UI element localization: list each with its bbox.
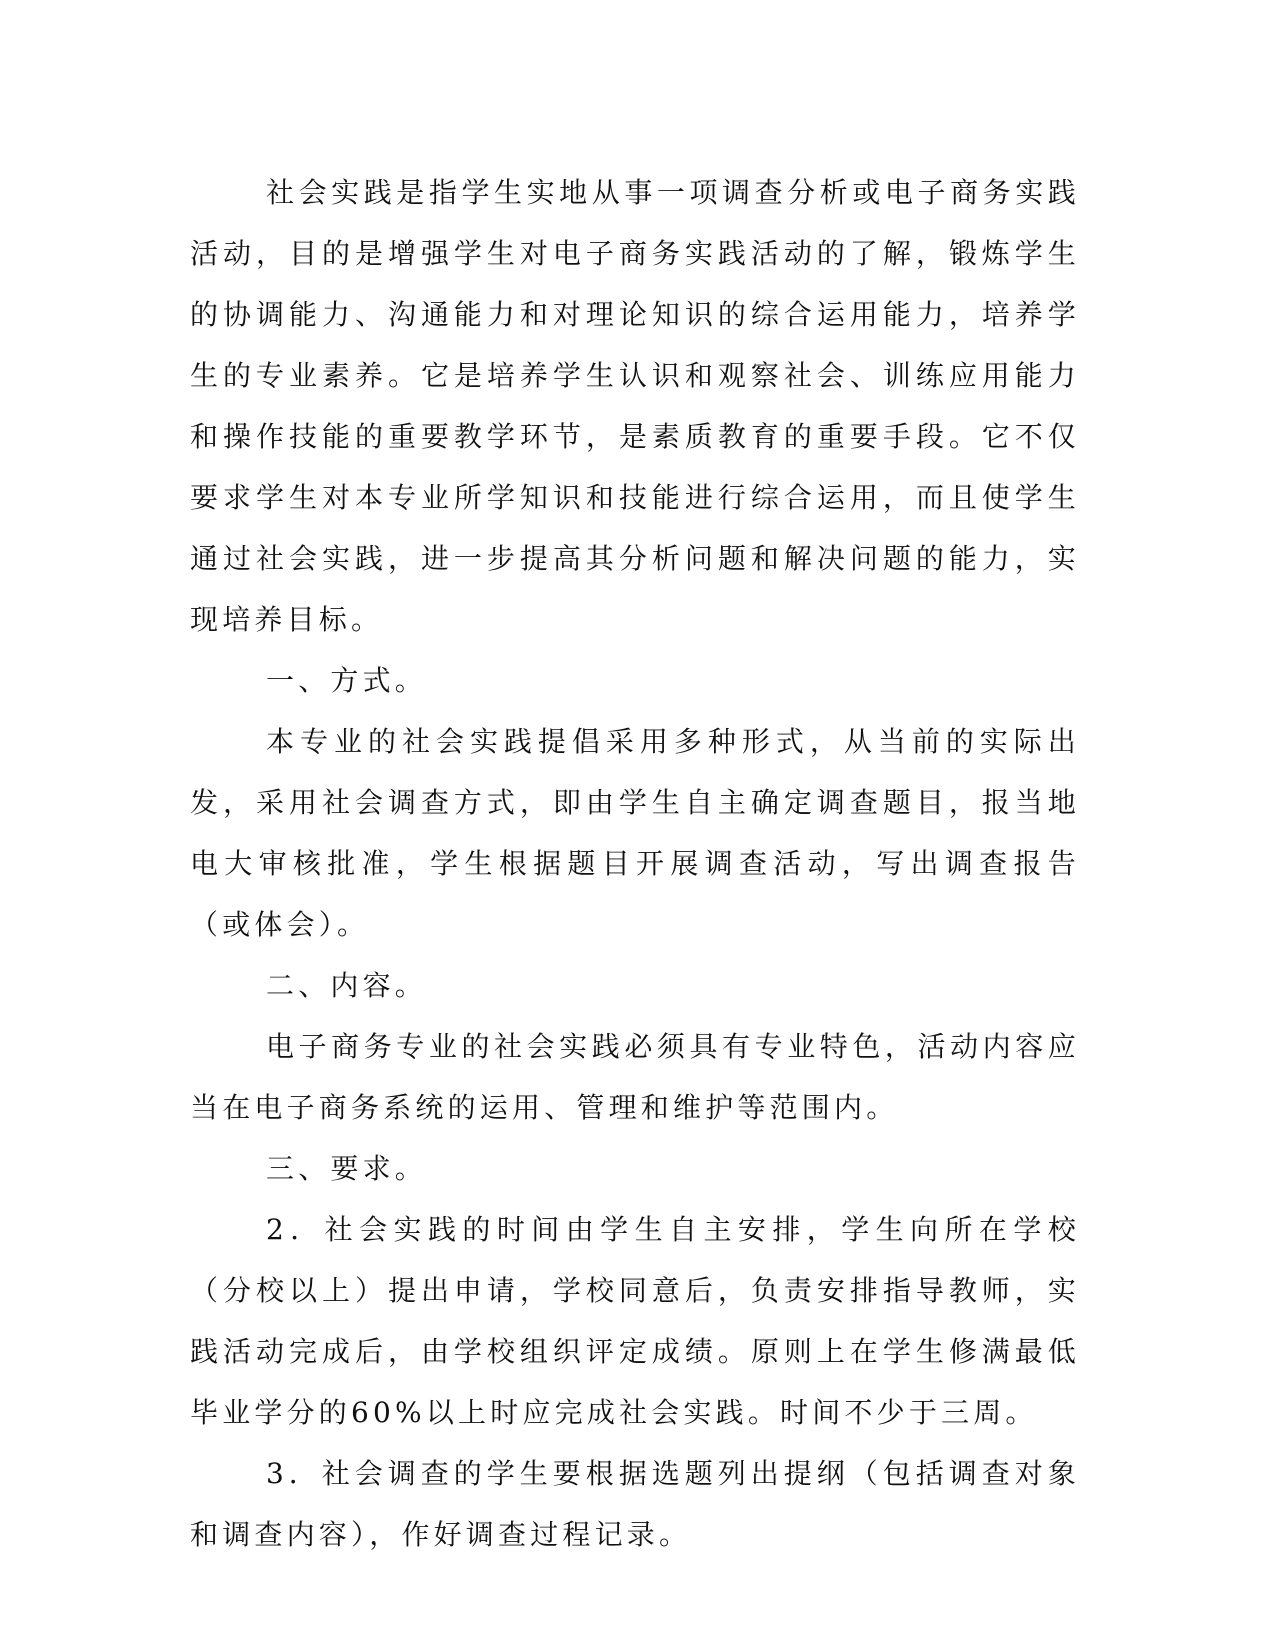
requirement-item-2: 2．社会实践的时间由学生自主安排，学生向所在学校（分校以上）提出申请，学校同意后，负责安排指导教师，实践活动完成后，由学校组织评定成绩。原则上在学生修满最低毕业学分的60%以上时应完成社会实践。时间不少于三周。	[190, 1213, 1080, 1429]
document-body	[190, 162, 1080, 1565]
method-paragraph: 本专业的社会实践提倡采用多种形式，从当前的实际出发，采用社会调查方式，即由学生自主确定调查题目，报当地电大审核批准，学生根据题目开展调查活动，写出调查报告（或体会）。	[190, 725, 1080, 941]
section-heading-method: 一、方式。	[266, 664, 428, 697]
section-heading-content: 二、内容。	[266, 969, 428, 1002]
intro-paragraph: 社会实践是指学生实地从事一项调查分析或电子商务实践活动，目的是增强学生对电子商务实践活动的了解，锻炼学生的协调能力、沟通能力和对理论知识的综合运用能力，培养学生的专业素养。它是培养学生认识和观察社会、训练应用能力和操作技能的重要教学环节，是素质教育的重要手段。它不仅要求学生对本专业所学知识和技能进行综合运用，而且使学生通过社会实践，进一步提高其分析问题和解决问题的能力，实现培养目标。	[190, 176, 1080, 636]
section-heading-requirements: 三、要求。	[266, 1152, 428, 1185]
content-paragraph: 电子商务专业的社会实践必须具有专业特色，活动内容应当在电子商务系统的运用、管理和维护等范围内。	[190, 1030, 1080, 1124]
requirement-item-3: 3．社会调查的学生要根据选题列出提纲（包括调查对象和调查内容），作好调查过程记录。	[190, 1457, 1080, 1551]
